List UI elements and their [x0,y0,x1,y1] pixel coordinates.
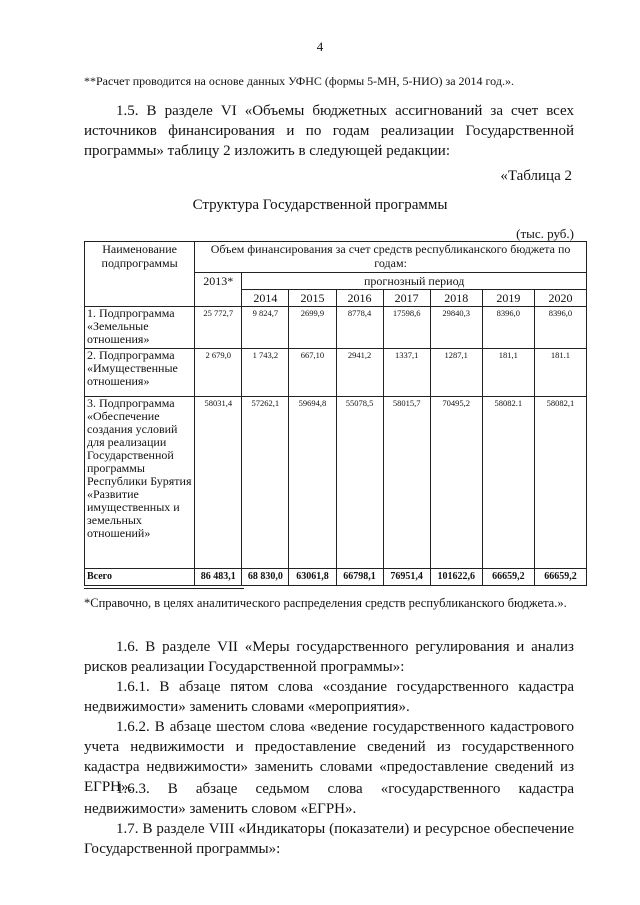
value-cell: 58015,7 [383,397,430,569]
header-year: 2014 [242,290,289,307]
total-cell: 66659,2 [482,569,534,586]
units-label: (тыс. руб.) [516,226,574,241]
value-cell: 57262,1 [242,397,289,569]
table-row [85,349,587,397]
paragraph-1-6-3: 1.6.3. В абзаце седьмом слова «государственного кадастра недвижимости» заменить словом «ЕГРН». [84,781,574,817]
total-row [85,569,587,586]
table-title: Структура Государственной программы [192,197,448,213]
paragraph-1-6-2: 1.6.2. В абзаце шестом слова «ведение государственного кадастрового учета недвижимости и предоставление сведений из государственного кадастра недвижимости» заменить словами «предоставление сведений из ЕГРН». [84,719,574,795]
total-cell: 86 483,1 [195,569,242,586]
footnote-top: **Расчет проводится на основе данных УФНС (формы 5-МН, 5-НИО) за 2014 год.». [84,74,514,88]
subprogram-name: 1. Подпрограмма «Земельные отношения» [85,307,195,349]
value-cell: 2699,9 [289,307,336,349]
value-cell: 58082,1 [534,397,586,569]
value-cell: 25 772,7 [195,307,242,349]
subprogram-name: 3. Подпрограмма «Обеспечение создания условий для реализации Государственной программы Республики Бурятия «Развитие имущественных и земельных отношений» [85,397,195,569]
table-row [85,307,587,349]
value-cell: 2 679,0 [195,349,242,397]
total-cell: 63061,8 [289,569,336,586]
value-cell: 8396,0 [534,307,586,349]
subprogram-name: 2. Подпрограмма «Имущественные отношения» [85,349,195,397]
value-cell: 29840,3 [430,307,482,349]
value-cell: 9 824,7 [242,307,289,349]
paragraph-1-5: 1.5. В разделе VI «Объемы бюджетных ассигнований за счет всех источников финансирования и по годам реализации Государственной программы» таблицу 2 изложить в следующей редакции: [84,103,574,159]
value-cell: 8396,0 [482,307,534,349]
value-cell: 70495,2 [430,397,482,569]
paragraph-1-6: 1.6. В разделе VII «Меры государственного регулирования и анализ рисков реализации Государственной программы»: [84,639,574,675]
value-cell: 1287,1 [430,349,482,397]
page-number: 4 [316,39,324,54]
header-year: 2017 [383,290,430,307]
total-cell: 66798,1 [336,569,383,586]
table-label: «Таблица 2 [500,168,572,184]
value-cell: 1 743,2 [242,349,289,397]
paragraph-1-6-1: 1.6.1. В абзаце пятом слова «создание государственного кадастра недвижимости» заменить словами «мероприятия». [84,679,574,715]
value-cell: 181,1 [482,349,534,397]
table-row [85,397,587,569]
header-year-2013: 2013* [195,273,242,307]
header-funding: Объем финансирования за счет средств республиканского бюджета по годам: [195,242,587,273]
total-cell: 68 830,0 [242,569,289,586]
value-cell: 55078,5 [336,397,383,569]
header-forecast-period: прогнозный период [242,273,587,290]
budget-table [84,241,587,586]
value-cell: 59694,8 [289,397,336,569]
value-cell: 58082.1 [482,397,534,569]
value-cell: 8778,4 [336,307,383,349]
total-cell: 101622,6 [430,569,482,586]
header-year: 2018 [430,290,482,307]
header-subprogram-name: Наименование подпрограммы [85,242,195,307]
header-year: 2020 [534,290,586,307]
value-cell: 58031,4 [195,397,242,569]
value-cell: 2941,2 [336,349,383,397]
value-cell: 1337,1 [383,349,430,397]
footnote-divider [84,588,244,589]
header-year: 2015 [289,290,336,307]
value-cell: 667,10 [289,349,336,397]
footnote-bottom: *Справочно, в целях аналитического распределения средств республиканского бюджета.». [84,596,567,610]
header-year: 2019 [482,290,534,307]
header-year: 2016 [336,290,383,307]
value-cell: 181.1 [534,349,586,397]
total-label: Всего [85,569,195,586]
total-cell: 66659,2 [534,569,586,586]
total-cell: 76951,4 [383,569,430,586]
value-cell: 17598,6 [383,307,430,349]
paragraph-1-7: 1.7. В разделе VIII «Индикаторы (показатели) и ресурсное обеспечение Государственной программы»: [84,821,574,857]
